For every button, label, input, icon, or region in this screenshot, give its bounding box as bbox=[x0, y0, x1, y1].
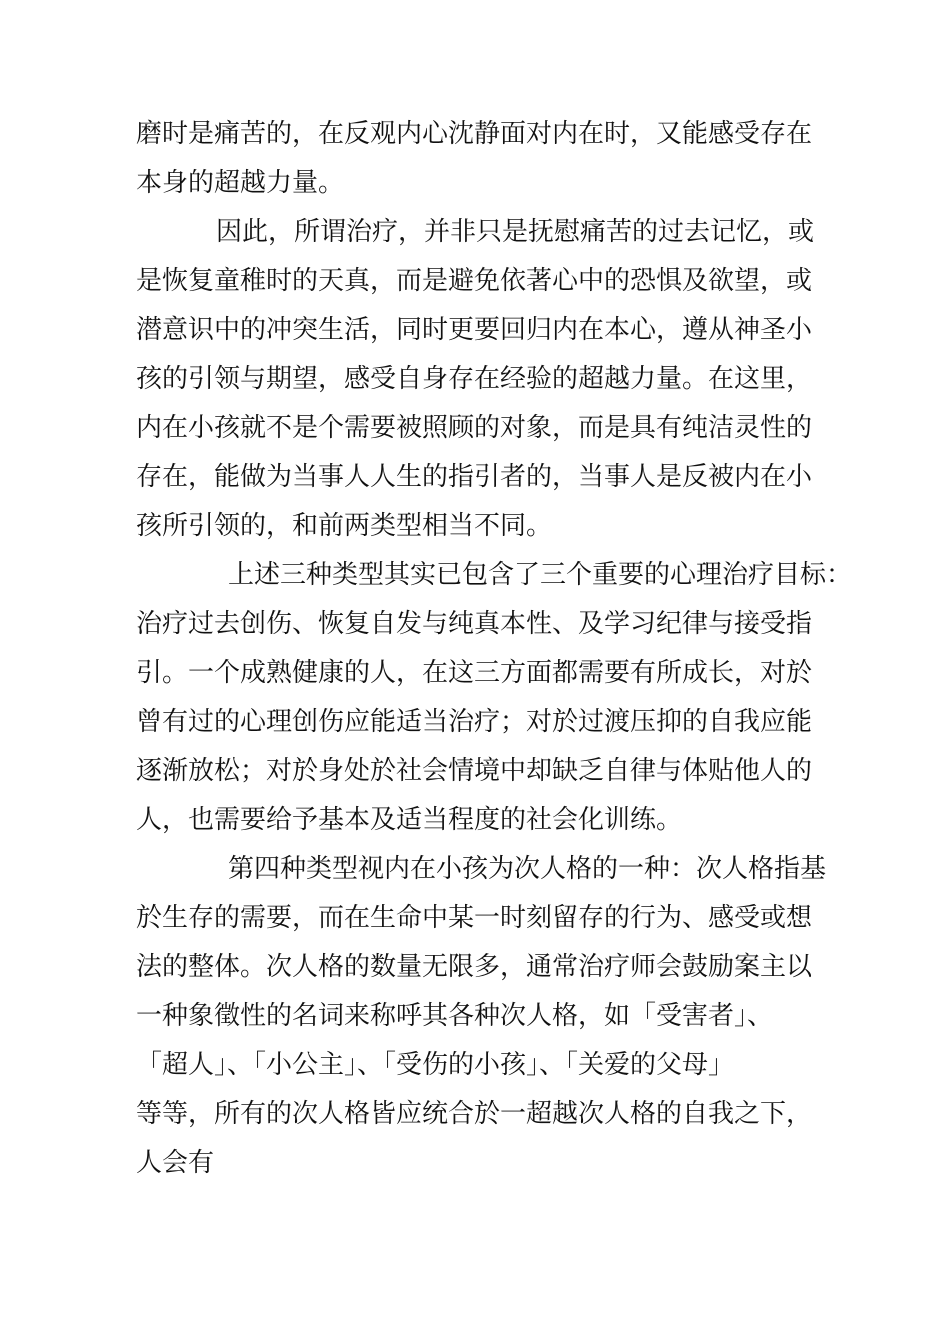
text-line: 存在，能做为当事人人生的指引者的，当事人是反被内在小 bbox=[136, 462, 813, 492]
text-line: 「超人」、「小公主」、「受伤的小孩」、「关爱的父母」 bbox=[136, 1050, 735, 1080]
text-line: 孩所引领的，和前两类型相当不同。 bbox=[136, 511, 553, 541]
text-line: 人会有 bbox=[136, 1148, 215, 1178]
text-line: 法的整体。次人格的数量无限多，通常治疗师会鼓励案主以 bbox=[136, 952, 813, 982]
text-line: 孩的引领与期望，感受自身存在经验的超越力量。在这里， bbox=[136, 364, 813, 394]
text-line: 等等，所有的次人格皆应统合於一超越次人格的自我之下， bbox=[136, 1099, 813, 1129]
paragraph-start-line: 第四种类型视内在小孩为次人格的一种：次人格指基 bbox=[228, 854, 827, 884]
text-line: 潜意识中的冲突生活，同时更要回归内在本心，遵从神圣小 bbox=[136, 315, 813, 345]
text-line: 磨时是痛苦的，在反观内心沈静面对内在时，又能感受存在 bbox=[136, 119, 813, 149]
text-line: 治疗过去创伤、恢复自发与纯真本性、及学习纪律与接受指 bbox=[136, 609, 813, 639]
paragraph-start-line: 上述三种类型其实已包含了三个重要的心理治疗目标： bbox=[228, 560, 853, 590]
text-line: 逐渐放松；对於身处於社会情境中却缺乏自律与体贴他人的 bbox=[136, 756, 813, 786]
text-line: 人，也需要给予基本及适当程度的社会化训练。 bbox=[136, 805, 683, 835]
text-line: 本身的超越力量。 bbox=[136, 168, 345, 198]
text-line: 内在小孩就不是个需要被照顾的对象，而是具有纯洁灵性的 bbox=[136, 413, 813, 443]
text-line: 一种象徵性的名词来称呼其各种次人格，如「受害者」、 bbox=[136, 1001, 774, 1031]
text-line: 引。一个成熟健康的人，在这三方面都需要有所成长，对於 bbox=[136, 658, 813, 688]
text-line: 於生存的需要，而在生命中某一时刻留存的行为、感受或想 bbox=[136, 903, 813, 933]
text-line: 是恢复童稚时的天真，而是避免依著心中的恐惧及欲望，或 bbox=[136, 266, 813, 296]
text-line: 曾有过的心理创伤应能适当治疗；对於过渡压抑的自我应能 bbox=[136, 707, 813, 737]
paragraph-start-line: 因此，所谓治疗，并非只是抚慰痛苦的过去记忆，或 bbox=[216, 217, 815, 247]
